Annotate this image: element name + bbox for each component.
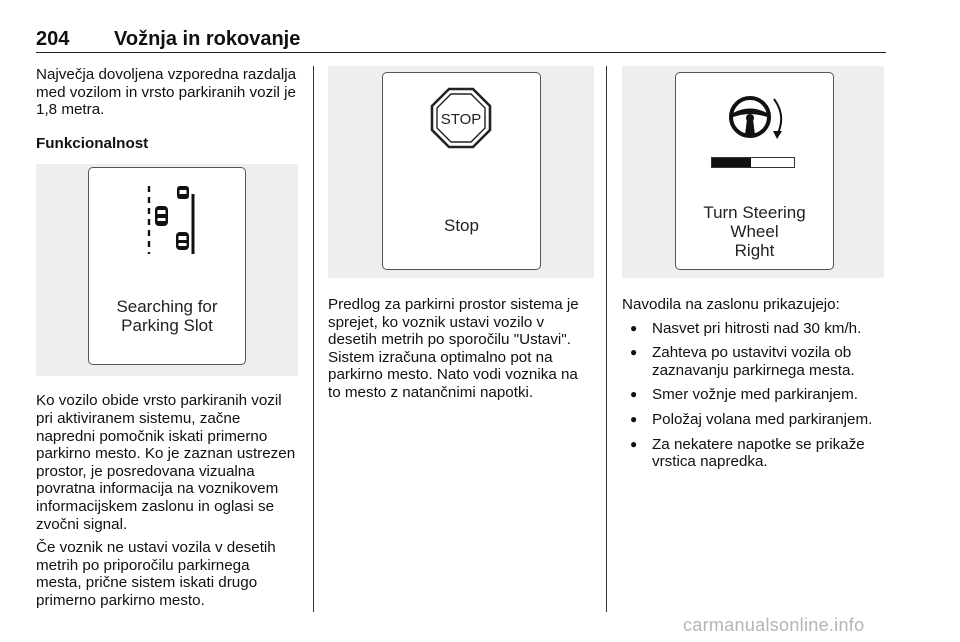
list-intro: Navodila na zaslonu prikazujejo:: [622, 296, 840, 313]
parked-car-icon: [176, 232, 189, 250]
list-item: ● Smer vožnje med parkiranjem.: [622, 386, 888, 404]
panel-text-line: Turn Steering: [703, 203, 806, 222]
watermark: carmanualsonline.info: [683, 615, 865, 635]
stop-sign-label: STOP: [440, 111, 482, 128]
list-item: ● Položaj volana med parkiranjem.: [622, 411, 888, 429]
display-panel: [675, 72, 834, 270]
column-1: [36, 66, 298, 610]
column-2: [328, 66, 594, 402]
body-paragraph: Ko vozilo obide vrsto parkiranih vozil pri aktiviranem sistemu, začne napredni pomočnik iskati primerno parkirno mesto. Ko je zaznan ustrezen prostor, je posredovana vizualna povratna informacija na voznikovem informacijskem zaslonu in oglasi se zvočni signal.: [36, 392, 296, 533]
figure-searching-parking: [36, 164, 298, 376]
display-panel: [382, 72, 541, 270]
panel-text-line: Wheel: [730, 222, 779, 241]
panel-text-line: Searching for: [116, 297, 218, 317]
section-heading: Funkcionalnost: [36, 134, 149, 152]
steering-wheel-icon: [726, 93, 790, 143]
page-header: [36, 26, 886, 53]
figure-turn-steering: [622, 66, 884, 278]
body-paragraph: Če voznik ne ustavi vozila v desetih metrih po priporočilu parkirnega mesta, prične sistem iskati drugo primerno parkirno mesto.: [36, 539, 276, 609]
figure-stop: [328, 66, 594, 278]
progress-bar: [711, 157, 795, 168]
display-panel: [88, 167, 246, 365]
list-item: ● Za nekatere napotke se prikaže vrstica napredka.: [622, 436, 888, 471]
list-item: ● Zahteva po ustavitvi vozila ob zaznavanju parkirnega mesta.: [622, 344, 888, 379]
panel-text-line: Stop: [444, 216, 479, 235]
body-paragraph: Predlog za parkirni prostor sistema je sprejet, ko voznik ustavi vozilo v desetih metrih po sporočilu "Ustavi". Sistem izračuna optimalno pot na parkirno mesto. Nato vodi voznika na to mesto z natančnimi napotki.: [328, 296, 579, 401]
page-title: Vožnja in rokovanje: [114, 28, 301, 50]
progress-bar-fill: [712, 158, 751, 167]
parked-car-icon: [177, 186, 189, 199]
column-divider-2: [606, 66, 607, 612]
list-item: ● Nasvet pri hitrosti nad 30 km/h.: [622, 320, 888, 338]
panel-text-line: Right: [734, 241, 775, 260]
page-number: 204: [36, 28, 70, 50]
instruction-list: [622, 320, 888, 471]
column-3: [622, 66, 888, 478]
stop-sign-icon: [430, 87, 492, 149]
arrow-clockwise-icon: [774, 99, 781, 133]
parking-search-icon: [141, 184, 201, 256]
intro-paragraph: Največja dovoljena vzporedna razdalja med vozilom in vrsto parkiranih vozil je 1,8 metra.: [36, 66, 297, 119]
car-icon: [155, 206, 168, 226]
column-divider-1: [313, 66, 314, 612]
panel-text-line: Parking Slot: [121, 316, 213, 336]
